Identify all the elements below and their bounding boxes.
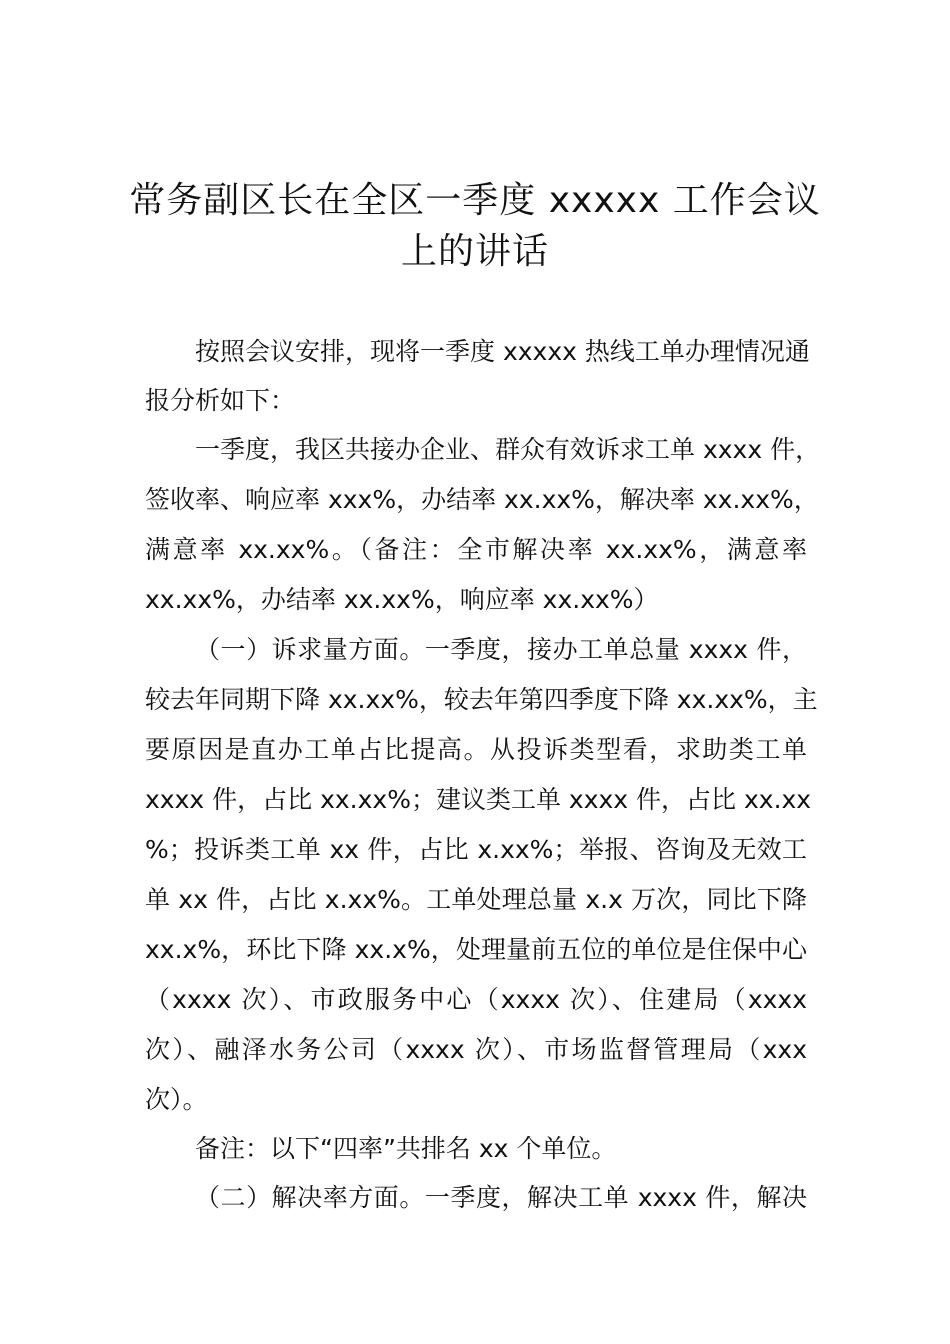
- body-line: 次）。: [145, 1085, 208, 1114]
- body-line: 报分析如下：: [145, 386, 296, 415]
- body-line: 签收率、响应率 xxx%，办结率 xx.xx%，解决率 xx.xx%，: [145, 485, 819, 514]
- body-line: 要原因是直办工单占比提高。从投诉类型看，求助类工单: [145, 735, 807, 764]
- body-line: 按照会议安排，现将一季度 xxxxx 热线工单办理情况通: [195, 337, 810, 366]
- body-line: 备注：以下“四率”共排名 xx 个单位。: [195, 1134, 617, 1163]
- body-line: xx.xx%，办结率 xx.xx%，响应率 xx.xx%）: [145, 585, 659, 614]
- body-line: 满意率 xx.xx%。（备注：全市解决率 xx.xx%，满意率: [145, 535, 807, 564]
- body-line: 次）、融泽水务公司（xxxx 次）、市场监督管理局（xxx: [145, 1035, 807, 1064]
- body-line: （xxxx 次）、市政服务中心（xxxx 次）、住建局（xxxx: [145, 985, 807, 1014]
- body-line: 较去年同期下降 xx.xx%，较去年第四季度下降 xx.xx%，主: [145, 685, 818, 714]
- body-line: xx.x%，环比下降 xx.x%，处理量前五位的单位是住保中心: [145, 935, 807, 964]
- body-line: （二）解决率方面。一季度，解决工单 xxxx 件，解决: [195, 1183, 807, 1212]
- body-line: （一）诉求量方面。一季度，接办工单总量 xxxx 件，: [195, 635, 807, 664]
- document-title-line-2: 上的讲话: [400, 231, 549, 272]
- body-line: %；投诉类工单 xx 件，占比 x.xx%；举报、咨询及无效工: [145, 835, 807, 864]
- body-line: 单 xx 件，占比 x.xx%。工单处理总量 x.x 万次，同比下降: [145, 885, 807, 914]
- body-line: 一季度，我区共接办企业、群众有效诉求工单 xxxx 件，: [195, 435, 821, 464]
- body-line: xxxx 件，占比 xx.xx%；建议类工单 xxxx 件，占比 xx.xx: [145, 785, 812, 814]
- document-title-line-1: 常务副区长在全区一季度 xxxxx 工作会议: [129, 180, 821, 221]
